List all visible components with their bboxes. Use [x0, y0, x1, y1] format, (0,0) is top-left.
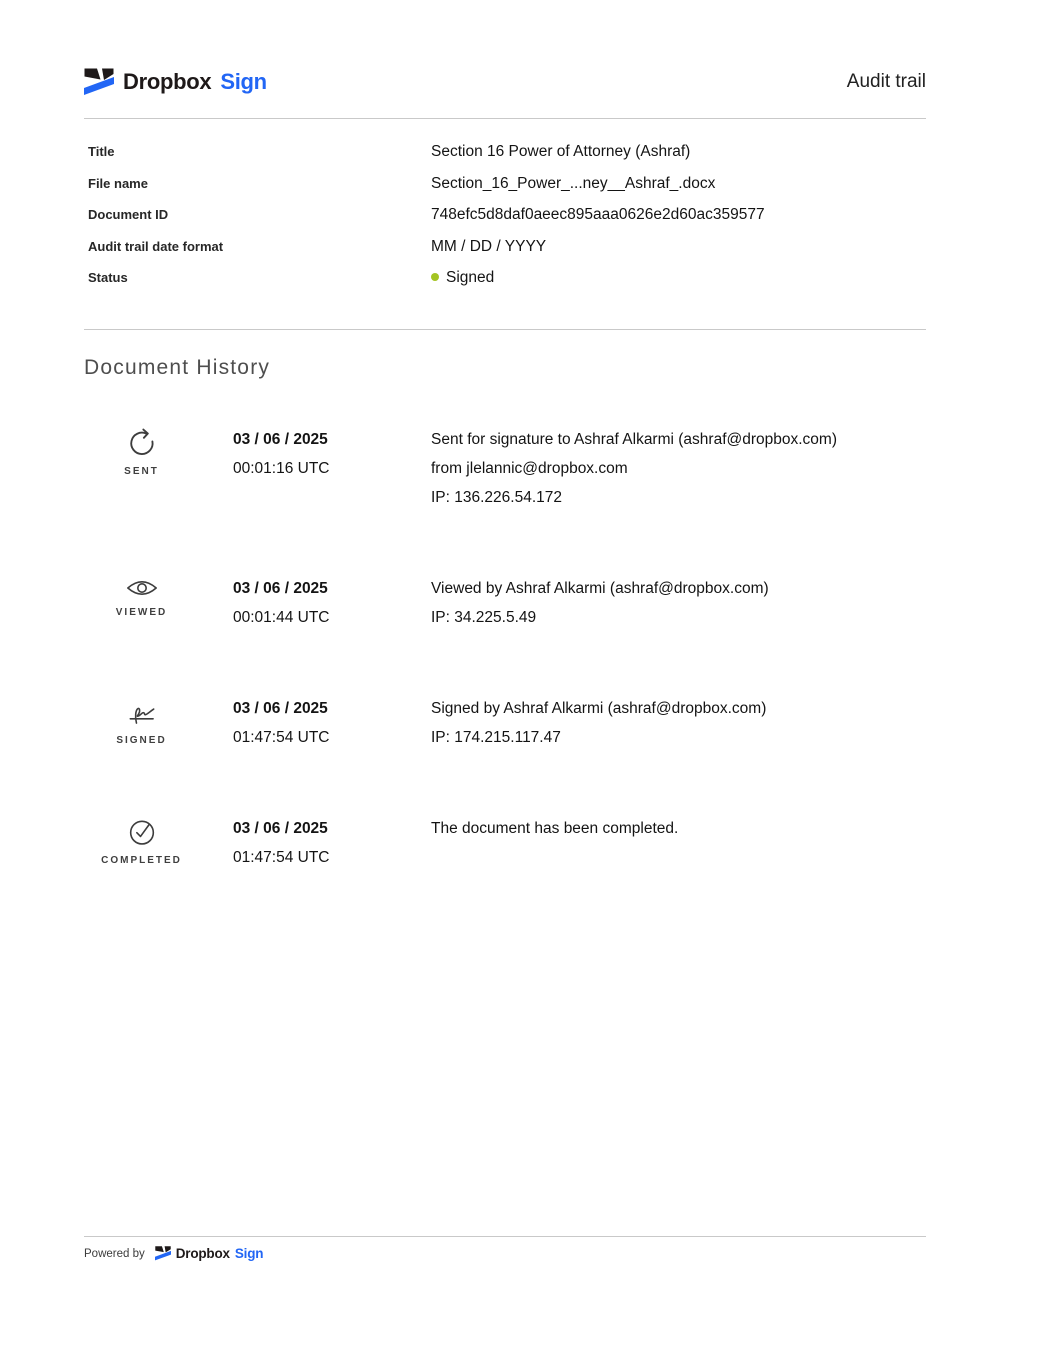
meta-row-filename	[84, 175, 926, 207]
event-desc-line: from jlelannic@dropbox.com	[431, 459, 628, 477]
event-label: SENT	[124, 465, 159, 477]
event-label: VIEWED	[115, 606, 168, 618]
event-icon-block	[84, 425, 199, 477]
event-icon-block	[84, 574, 199, 618]
event-sent	[84, 425, 926, 512]
event-desc-line: Viewed by Ashraf Alkarmi (ashraf@dropbox.com)	[431, 579, 769, 597]
brand-word-dropbox: Dropbox	[175, 1246, 230, 1261]
event-label: SIGNED	[116, 734, 167, 746]
document-history-heading: Document History	[84, 355, 271, 379]
metadata-divider	[84, 329, 926, 330]
meta-value: Section 16 Power of Attorney (Ashraf)	[431, 143, 691, 160]
event-label: COMPLETED	[101, 854, 182, 866]
event-time: 01:47:54 UTC	[233, 728, 330, 746]
brand-word-sign: Sign	[220, 69, 267, 94]
viewed-icon	[126, 576, 158, 600]
event-desc-line: The document has been completed.	[431, 819, 679, 837]
event-desc-line: Signed by Ashraf Alkarmi (ashraf@dropbox.com)	[431, 699, 767, 717]
event-when	[199, 694, 431, 752]
event-time: 01:47:54 UTC	[233, 848, 330, 866]
event-description	[431, 425, 926, 512]
event-date: 03 / 06 / 2025	[233, 699, 328, 717]
meta-value: Section_16_Power_...ney__Ashraf_.docx	[431, 174, 716, 192]
event-when	[199, 574, 431, 632]
footer-dropbox-sign-logo	[155, 1246, 264, 1261]
event-description	[431, 694, 926, 752]
meta-label: File name	[88, 175, 148, 191]
event-desc-line: Sent for signature to Ashraf Alkarmi (ashraf@dropbox.com)	[431, 430, 837, 448]
event-time: 00:01:16 UTC	[233, 459, 330, 477]
meta-row-date-format	[84, 238, 926, 270]
metadata-section	[84, 143, 926, 301]
completed-icon	[126, 816, 158, 848]
page-title: Audit trail	[846, 71, 926, 92]
signed-icon	[126, 696, 158, 728]
meta-label: Title	[88, 144, 115, 159]
meta-label: Document ID	[88, 207, 169, 222]
status-value	[431, 269, 926, 287]
meta-value: 748efc5d8daf0aeec895aaa0626e2d60ac359577	[431, 206, 765, 223]
event-date: 03 / 06 / 2025	[233, 430, 328, 448]
event-when	[199, 814, 431, 872]
meta-row-title	[84, 143, 926, 175]
brand-word-sign: Sign	[234, 1246, 264, 1261]
status-dot-icon	[431, 273, 439, 281]
event-when	[199, 425, 431, 483]
status-text: Signed	[446, 269, 495, 286]
event-time: 00:01:44 UTC	[233, 608, 330, 626]
meta-row-status	[84, 269, 926, 301]
event-icon-block	[84, 694, 199, 746]
event-date: 03 / 06 / 2025	[233, 819, 328, 837]
meta-label: Audit trail date format	[88, 238, 224, 254]
event-date: 03 / 06 / 2025	[233, 579, 328, 597]
dropbox-sign-logo-icon	[155, 1246, 171, 1261]
header	[84, 0, 926, 96]
event-desc-line: IP: 34.225.5.49	[431, 608, 537, 626]
brand-word-dropbox: Dropbox	[123, 69, 212, 94]
header-divider	[84, 118, 926, 119]
event-viewed	[84, 574, 926, 632]
meta-label: Status	[88, 270, 128, 285]
event-completed	[84, 814, 926, 872]
event-desc-line: IP: 136.226.54.172	[431, 488, 563, 506]
meta-value: MM / DD / YYYY	[431, 237, 547, 255]
event-icon-block	[84, 814, 199, 866]
event-signed	[84, 694, 926, 752]
event-desc-line: IP: 174.215.117.47	[431, 728, 561, 746]
dropbox-sign-logo	[84, 68, 267, 96]
meta-row-document-id	[84, 206, 926, 238]
event-description	[431, 574, 926, 632]
dropbox-sign-logo-icon	[84, 68, 114, 96]
sent-icon	[126, 427, 158, 459]
powered-by-label: Powered by	[84, 1247, 145, 1260]
footer-divider	[84, 1236, 926, 1237]
footer	[84, 1236, 926, 1261]
event-description	[431, 814, 926, 843]
event-list	[84, 425, 926, 872]
